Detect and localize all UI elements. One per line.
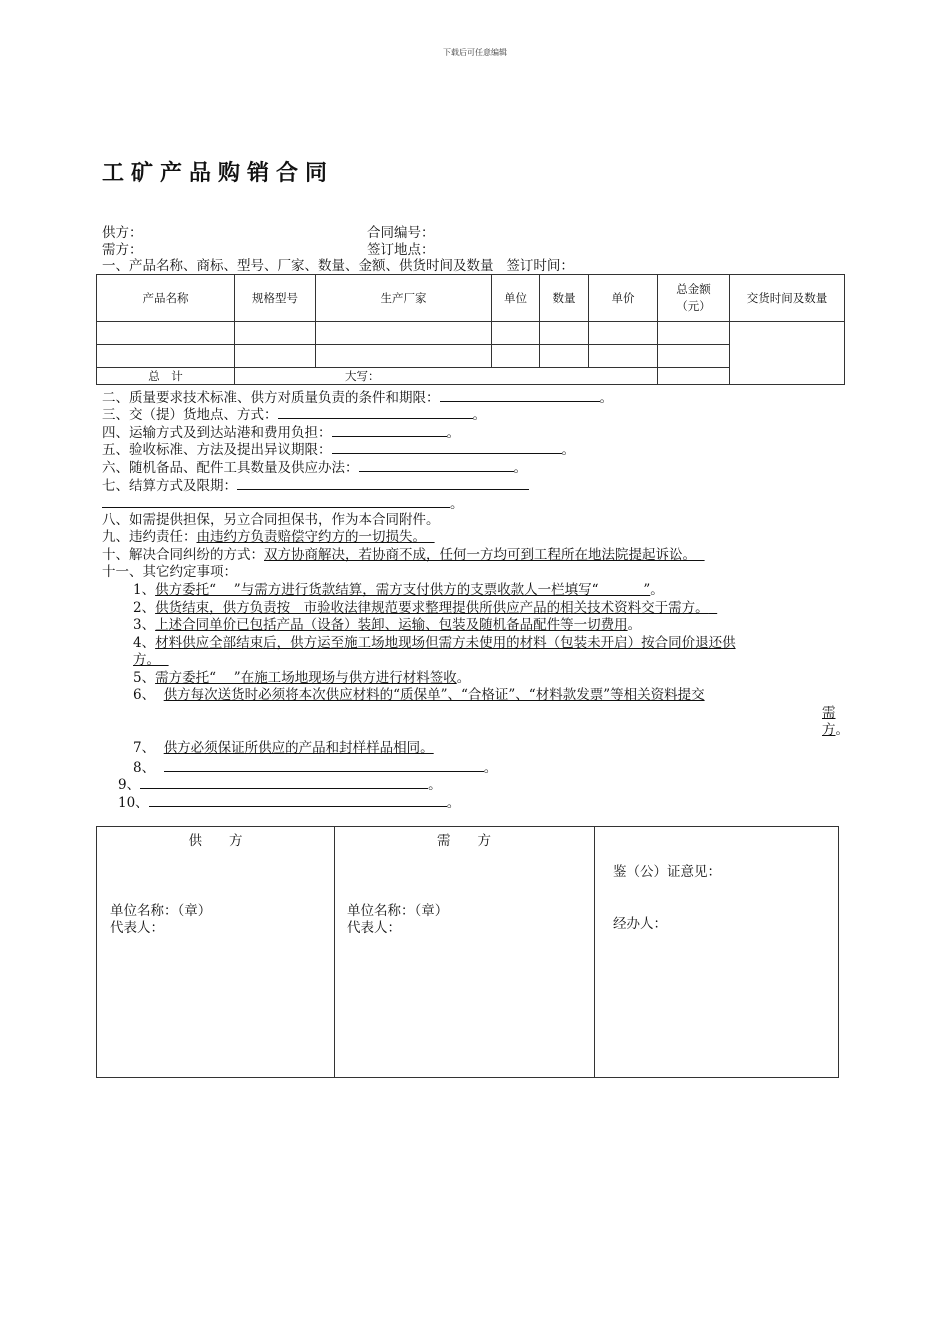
col-header-unit: 单位 — [492, 275, 540, 322]
clause-1-text: 一、产品名称、商标、型号、厂家、数量、金额、供货时间及数量 — [102, 258, 494, 274]
clause-9-text: 由违约方负责赔偿守约方的一切损失。 — [196, 529, 426, 545]
cell-amount[interactable] — [658, 345, 730, 368]
subclause-7 — [133, 740, 434, 757]
period: 。 — [835, 722, 849, 738]
subclause-4 — [133, 635, 736, 652]
period: 。 — [650, 582, 664, 598]
clause-9 — [102, 529, 435, 546]
subclause-6-text-2: 需 — [822, 705, 836, 721]
subclause-4-text-2: 方。 — [133, 652, 160, 668]
clause-9-label: 九、违约责任： — [102, 529, 197, 545]
subclause-6-text-3: 方 — [822, 722, 836, 738]
col-header-delivery: 交货时间及数量 — [730, 275, 845, 322]
clause-5-blank[interactable] — [332, 440, 562, 454]
subclause-3 — [133, 617, 641, 634]
clause-1 — [102, 258, 574, 275]
buyer-representative[interactable]: 代表人： — [347, 920, 401, 936]
total-label: 总 计 — [97, 368, 235, 385]
period: 。 — [599, 390, 613, 406]
sign-place-label: 签订地点： — [367, 242, 435, 258]
period: 。 — [450, 496, 464, 512]
subclause-7-num: 7、 — [133, 740, 156, 756]
cell-spec[interactable] — [235, 345, 316, 368]
clause-6-blank[interactable] — [359, 458, 514, 472]
subclause-1 — [133, 582, 664, 599]
subclause-3-text: 上述合同单价已包括产品（设备）装卸、运输、包装及随机备品配件等一切费用 — [155, 617, 628, 633]
col-header-price: 单价 — [589, 275, 658, 322]
supplier-heading: 供 方 — [188, 833, 243, 849]
clause-10-text: 双方协商解决，若协商不成，任何一方均可到工程所在地法院提起诉讼。 — [264, 547, 696, 563]
clause-5-text: 五、验收标准、方法及提出异议期限： — [102, 442, 332, 458]
period: 。 — [627, 617, 642, 633]
cell-unit[interactable] — [492, 345, 540, 368]
capital-amount[interactable] — [235, 368, 658, 385]
subclause-1-num: 1、 — [133, 582, 156, 598]
contract-no-label: 合同编号： — [367, 225, 435, 241]
cell-amount[interactable] — [658, 322, 730, 345]
buyer-unit-name[interactable]: 单位名称：（章） — [347, 903, 449, 919]
clause-10 — [102, 547, 705, 564]
capital-label: 大写： — [345, 369, 380, 383]
clause-6 — [102, 458, 527, 477]
period: 。 — [561, 442, 575, 458]
clause-3-blank[interactable] — [278, 405, 473, 419]
subclause-5 — [133, 670, 470, 687]
subclause-4-cont — [133, 652, 169, 669]
period: 。 — [513, 460, 527, 476]
period: 。 — [483, 760, 498, 776]
subclause-2-text: 供货结束，供方负责按 市验收法律规范要求整理提供所供应产品的相关技术资料交于需方。 — [155, 600, 709, 616]
clause-10-label: 十、解决合同纠纷的方式： — [102, 547, 264, 563]
goods-table — [96, 274, 845, 385]
page-title: 工矿产品购销合同 — [102, 160, 335, 186]
supplier-unit-name[interactable]: 单位名称：（章） — [110, 903, 212, 919]
cell-maker[interactable] — [316, 345, 492, 368]
clause-11: 十一、其它约定事项： — [102, 564, 237, 580]
subclause-1-text: 供方委托“ ”与需方进行货款结算，需方支付供方的支票收款人一栏填写“ ” — [155, 582, 651, 598]
cell-delivery[interactable] — [730, 322, 845, 385]
notary-opinion[interactable]: 鉴（公）证意见： — [613, 864, 721, 880]
header-note: 下载后可任意编辑 — [443, 48, 507, 57]
period: 。 — [456, 670, 471, 686]
notary-column — [595, 827, 838, 1077]
subclause-6-num: 6、 — [133, 687, 156, 703]
cell-qty[interactable] — [540, 345, 589, 368]
period: 。 — [446, 425, 460, 441]
subclause-6-cont-2 — [822, 722, 849, 739]
clause-7 — [102, 476, 529, 495]
clause-6-text: 六、随机备品、配件工具数量及供应办法： — [102, 460, 359, 476]
clause-4-blank[interactable] — [332, 423, 447, 437]
col-header-maker: 生产厂家 — [316, 275, 492, 322]
table-row — [97, 322, 845, 345]
signature-box — [96, 826, 839, 1078]
cell-price[interactable] — [589, 345, 658, 368]
cell-maker[interactable] — [316, 322, 492, 345]
subclause-10-blank[interactable] — [149, 793, 447, 807]
subclause-8-num: 8、 — [133, 760, 156, 776]
col-header-amount: 总金额（元） — [658, 275, 730, 322]
subclause-3-num: 3、 — [133, 617, 156, 633]
clause-7-blank-2[interactable] — [102, 494, 450, 508]
subclause-2-num: 2、 — [133, 600, 156, 616]
subclause-10-num: 10、 — [118, 795, 149, 811]
period: 。 — [446, 795, 461, 811]
subclause-6-text: 供方每次送货时必须将本次供应材料的“质保单”、“合格证”、“材料款发票”等相关资料提交 — [163, 687, 705, 703]
notary-handler[interactable]: 经办人： — [613, 916, 667, 932]
clause-4-text: 四、运输方式及到达站港和费用负担： — [102, 425, 332, 441]
period: 。 — [472, 407, 486, 423]
col-header-spec: 规格型号 — [235, 275, 316, 322]
sign-time-label: 签订时间： — [506, 258, 574, 274]
cell-product[interactable] — [97, 345, 235, 368]
clause-7-blank[interactable] — [237, 476, 529, 490]
clause-5 — [102, 440, 575, 459]
clause-2-text: 二、质量要求技术标准、供方对质量负责的条件和期限： — [102, 390, 440, 406]
subclause-9-blank[interactable] — [140, 775, 428, 789]
subclause-8-blank[interactable] — [164, 758, 484, 772]
subclause-10 — [118, 793, 460, 812]
buyer-sign-column — [334, 827, 595, 1077]
clause-8: 八、如需提供担保，另立合同担保书，作为本合同附件。 — [102, 512, 440, 528]
subclause-6-cont-1 — [822, 705, 836, 722]
subclause-9 — [118, 775, 442, 794]
col-header-qty: 数量 — [540, 275, 589, 322]
supplier-sign-column — [97, 827, 335, 1077]
subclause-5-text: 需方委托“ ”在施工场地现场与供方进行材料签收 — [155, 670, 457, 686]
clause-7-cont — [102, 494, 464, 513]
cell-qty[interactable] — [540, 322, 589, 345]
subclause-2 — [133, 600, 717, 617]
cell-price[interactable] — [589, 322, 658, 345]
cell-unit[interactable] — [492, 322, 540, 345]
buyer-label: 需方： — [102, 242, 143, 258]
total-amount-cell[interactable] — [658, 368, 730, 385]
period: 。 — [428, 777, 442, 793]
subclause-9-num: 9、 — [118, 777, 141, 793]
clause-2-blank[interactable] — [440, 388, 600, 402]
clause-7-text: 七、结算方式及限期： — [102, 478, 237, 494]
subclause-6 — [133, 687, 705, 704]
subclause-5-num: 5、 — [133, 670, 156, 686]
clause-3 — [102, 405, 486, 424]
buyer-heading: 需 方 — [437, 833, 491, 849]
supplier-representative[interactable]: 代表人： — [110, 920, 164, 936]
col-header-product: 产品名称 — [97, 275, 235, 322]
supplier-label: 供方： — [102, 225, 143, 241]
cell-product[interactable] — [97, 322, 235, 345]
subclause-4-text: 材料供应全部结束后，供方运至施工场地现场但需方未使用的材料（包装未开启）按合同价退还供 — [155, 635, 736, 651]
subclause-7-text: 供方必须保证所供应的产品和封样样品相同。 — [163, 740, 434, 756]
subclause-4-num: 4、 — [133, 635, 156, 651]
clause-3-text: 三、交（提）货地点、方式： — [102, 407, 278, 423]
cell-spec[interactable] — [235, 322, 316, 345]
